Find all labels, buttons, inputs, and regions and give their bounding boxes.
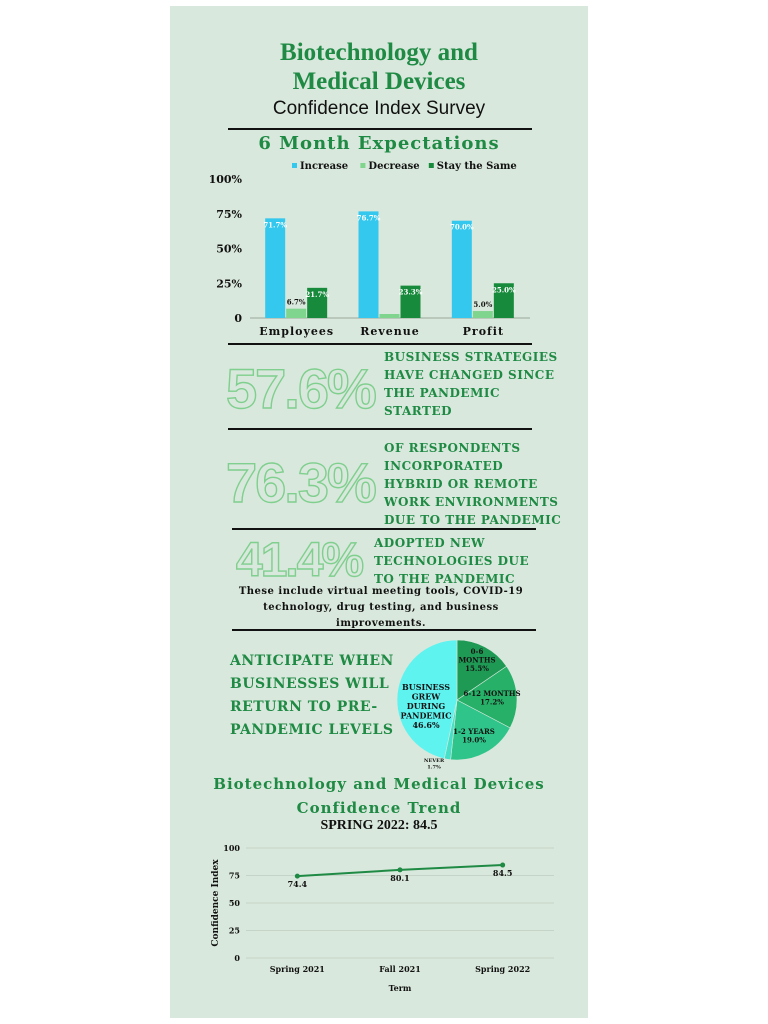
pie-label: GREW bbox=[411, 691, 441, 702]
pie-label: BUSINESS bbox=[401, 682, 451, 692]
pie-label: 19.0% bbox=[462, 735, 486, 745]
pie-label: 1.7% bbox=[427, 764, 441, 771]
legend-label-2: Stay the Same bbox=[436, 161, 517, 172]
stat-value-strategies: 57.6% bbox=[226, 357, 375, 420]
y-tick-label: 25 bbox=[228, 925, 240, 936]
pie-label: 15.5% bbox=[465, 664, 489, 673]
bar-data-label: 6.7% bbox=[286, 297, 306, 307]
pie-label: MONTHS bbox=[458, 655, 496, 665]
y-tick-label: 75% bbox=[216, 207, 242, 221]
legend-label-0: Increase bbox=[300, 161, 349, 172]
pie-label: 0-6 bbox=[470, 647, 484, 656]
divider bbox=[228, 128, 532, 130]
y-tick-label: 0 bbox=[234, 312, 242, 325]
bar-data-label: 71.7% bbox=[263, 220, 288, 230]
x-tick-label: Revenue bbox=[360, 325, 420, 338]
expectations-title: 6 Month Expectations bbox=[258, 133, 500, 154]
trend-point bbox=[398, 867, 403, 872]
expectations-bar-chart bbox=[170, 154, 588, 344]
stat-text-technologies: ADOPTED NEW TECHNOLOGIES DUE TO THE PANDEMIC bbox=[374, 536, 530, 586]
bar-profit-0 bbox=[449, 221, 474, 318]
anticipate-text: ANTICIPATE WHEN BUSINESSES WILL RETURN TO PRE-PANDEMIC LEVELS bbox=[230, 653, 394, 738]
x-tick-label: Spring 2022 bbox=[475, 964, 531, 974]
trend-title bbox=[170, 772, 588, 820]
bar-employees-0 bbox=[263, 218, 288, 318]
y-tick-label: 0 bbox=[234, 953, 240, 963]
trend-title-line1: Biotechnology and Medical Devices bbox=[213, 775, 545, 793]
y-tick-label: 25% bbox=[216, 277, 242, 291]
infographic-panel bbox=[170, 6, 588, 1018]
y-tick-label: 50 bbox=[228, 898, 240, 908]
y-tick-label: 50% bbox=[216, 242, 242, 256]
legend-swatch-2 bbox=[429, 163, 434, 168]
x-tick-label: Profit bbox=[462, 325, 505, 338]
point-label: 80.1 bbox=[390, 872, 410, 883]
trend-point bbox=[500, 863, 505, 868]
bar-data-label: 21.7% bbox=[305, 289, 330, 299]
bar-data-label: 23.3% bbox=[398, 287, 423, 297]
bar-revenue-0 bbox=[356, 211, 381, 318]
pie-label: 6-12 MONTHS bbox=[463, 689, 521, 698]
pie-label: PANDEMIC bbox=[400, 710, 452, 721]
legend-label-1: Decrease bbox=[368, 161, 420, 172]
recovery-pie-chart bbox=[392, 630, 526, 774]
stat-value-technologies: 41.4% bbox=[236, 534, 363, 587]
divider bbox=[232, 528, 536, 530]
legend-swatch-0 bbox=[292, 163, 297, 168]
pie-label: 1-2 YEARS bbox=[453, 727, 495, 736]
x-tick-label: Spring 2021 bbox=[269, 964, 325, 974]
point-label: 84.5 bbox=[492, 868, 513, 879]
divider bbox=[228, 428, 532, 430]
x-tick-label: Employees bbox=[259, 325, 335, 338]
bar-data-label: 25.0% bbox=[491, 285, 516, 295]
y-tick-label: 100% bbox=[208, 173, 242, 186]
pie-label: DURING bbox=[406, 701, 446, 711]
bar-employees-1 bbox=[286, 309, 306, 318]
technologies-note: These include virtual meeting tools, COVID-19 technology, drug testing, and business improvements. bbox=[238, 586, 524, 629]
y-axis-label: Confidence Index bbox=[211, 859, 221, 947]
legend-swatch-1 bbox=[360, 163, 365, 168]
bar-data-label: 70.0% bbox=[449, 222, 474, 232]
x-axis-label: Term bbox=[388, 983, 412, 993]
stat-text-strategies: BUSINESS STRATEGIES HAVE CHANGED SINCE THE PANDEMIC STARTED bbox=[384, 350, 558, 418]
main-title-line1: Biotechnology and bbox=[280, 39, 478, 66]
y-tick-label: 75 bbox=[228, 870, 240, 881]
bar-data-label: 5.0% bbox=[473, 300, 493, 310]
trend-headline: SPRING 2022: 84.5 bbox=[320, 818, 438, 833]
pie-label: 17.2% bbox=[480, 697, 504, 707]
confidence-trend-line-chart bbox=[210, 834, 580, 1004]
pie-label: 46.6% bbox=[412, 720, 440, 730]
x-tick-label: Fall 2021 bbox=[379, 964, 421, 974]
bar-profit-1 bbox=[473, 311, 493, 318]
trend-point bbox=[295, 874, 300, 879]
pie-label: NEVER bbox=[423, 758, 445, 764]
stat-text-remote-work: OF RESPONDENTS INCORPORATED HYBRID OR REMOTE WORK ENVIRONMENTS DUE TO THE PANDEMIC bbox=[384, 441, 562, 527]
stat-value-remote-work: 76.3% bbox=[226, 451, 375, 514]
point-label: 74.4 bbox=[287, 879, 308, 890]
bar-data-label: 76.7% bbox=[356, 213, 381, 223]
main-title bbox=[170, 38, 588, 96]
subtitle: Confidence Index Survey bbox=[272, 98, 486, 119]
main-title-line2: Medical Devices bbox=[292, 68, 466, 95]
divider bbox=[228, 343, 532, 345]
trend-title-line2: Confidence Trend bbox=[296, 799, 462, 817]
y-tick-label: 100 bbox=[223, 843, 240, 853]
bar-revenue-1 bbox=[380, 314, 400, 318]
